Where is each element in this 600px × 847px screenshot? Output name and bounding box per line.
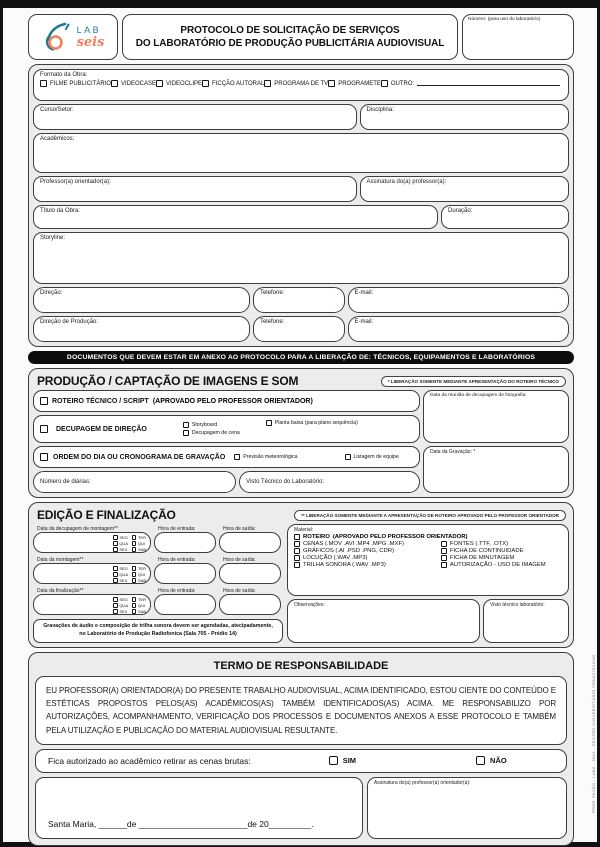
curso-disciplina-row xyxy=(33,104,569,130)
curso-setor-label: Curso/Setor: xyxy=(40,107,74,113)
material-roteiro-bold-label: (APROVADO PELO PROFESSOR ORIENTADOR) xyxy=(332,534,468,540)
decupagem-direcao-label: DECUPAGEM DE DIREÇÃO xyxy=(56,425,147,433)
sim-option xyxy=(329,756,356,765)
email-label: E-mail: xyxy=(354,290,374,296)
roteiro-tecnico-bold-label: (APROVADO PELO PROFESSOR ORIENTADOR) xyxy=(152,397,313,405)
day-label: SEX xyxy=(119,609,128,614)
option-label: VIDEOCLIPE xyxy=(166,80,203,87)
ordem-do-dia-checkbox[interactable] xyxy=(40,453,48,461)
direcao-producao-row xyxy=(33,316,569,342)
group-labels xyxy=(33,586,283,594)
decupagem-sub-column xyxy=(183,422,240,436)
academicos-label: Acadêmicos: xyxy=(40,136,75,142)
filme-publicitario-checkbox[interactable] xyxy=(40,80,47,87)
material-fontes-item xyxy=(441,541,562,547)
curso-setor-field[interactable] xyxy=(33,104,357,130)
termo-title: TERMO DE RESPONSABILIDADE xyxy=(213,660,389,672)
ter-checkbox[interactable] xyxy=(132,535,137,540)
day-checkbox-grid xyxy=(113,597,146,614)
professor-row xyxy=(33,176,569,202)
outro-write-line[interactable] xyxy=(417,81,560,86)
form-title-line1: PROTOCOLO DE SOLICITAÇÃO DE SERVIÇOS xyxy=(180,25,400,36)
cenas-label: CENAS (.MOV .AVI .MP4 .MPG .MXF) xyxy=(303,541,405,547)
ficha-continuidade-label: FICHA DE CONTINUIDADE xyxy=(449,548,524,554)
hora-saida-label: Hora de saída: xyxy=(223,557,256,563)
material-trilha-item xyxy=(294,562,437,568)
data-decupagem-montagem-label: Data da decupagem de montagem** xyxy=(37,526,118,532)
videoclipe-checkbox[interactable] xyxy=(156,80,163,87)
day-checkbox-grid xyxy=(113,535,146,552)
material-box xyxy=(287,524,569,596)
storyline-label: Storyline: xyxy=(40,235,66,241)
graficos-label: GRÁFICOS (.AI .PSD .PNG, CDR) xyxy=(303,548,394,554)
audio-note-line2: no Laboratório de Produção Radiofonica (Sala 705 - Prédio 14) xyxy=(79,630,237,637)
finalizacao-group xyxy=(33,586,283,615)
sex-checkbox[interactable] xyxy=(113,578,118,583)
edicao-right-column xyxy=(287,524,569,643)
qui-checkbox[interactable] xyxy=(132,572,137,577)
qua-checkbox[interactable] xyxy=(113,603,118,608)
planta-baixa-label: Planta baixa (para plano sequência) xyxy=(274,420,358,426)
termo-section xyxy=(28,652,574,846)
qua-checkbox[interactable] xyxy=(113,541,118,546)
previsao-checkbox[interactable] xyxy=(234,454,240,460)
day-label: QUA xyxy=(119,541,128,546)
autorizacao-label: AUTORIZAÇÃO - USO DE IMAGEM xyxy=(449,562,546,568)
titulo-row xyxy=(33,205,569,229)
labseis-logo xyxy=(28,14,118,60)
authorize-label: Fica autorizado ao acadêmico retirar as cenas brutas: xyxy=(48,755,251,766)
videocase-checkbox[interactable] xyxy=(111,80,118,87)
academicos-field[interactable] xyxy=(33,133,569,173)
audio-note-line1: Gravações de áudio e composição de trilha sonora devem ser agendadas, atecipadamente, xyxy=(43,623,273,629)
roteiro-tecnico-checkbox[interactable] xyxy=(40,397,48,405)
direcao-email-field[interactable] xyxy=(348,287,569,313)
logo-lab-text: LAB xyxy=(76,24,102,35)
titulo-obra-field[interactable] xyxy=(33,205,438,229)
visto-tecnico-field[interactable] xyxy=(239,471,420,493)
numero-diarias-label: Número de diárias: xyxy=(40,479,91,485)
planta-baixa-checkbox[interactable] xyxy=(266,420,272,426)
telefone-label: Telefone: xyxy=(259,290,285,296)
producao-email-field[interactable] xyxy=(348,316,569,342)
day-checkbox-grid xyxy=(113,566,146,583)
ficha-minutagem-label: FICHA DE MINUTAGEM xyxy=(449,555,515,561)
trilha-sonora-checkbox[interactable] xyxy=(294,562,300,568)
fontes-checkbox[interactable] xyxy=(441,541,447,547)
data-finalizacao-field[interactable] xyxy=(33,594,151,615)
locucao-label: LOCUÇÃO (.WAV .MP3) xyxy=(303,555,368,561)
qua-checkbox[interactable] xyxy=(113,572,118,577)
day-label: QUI xyxy=(137,572,146,577)
option-programa-de-tv xyxy=(264,80,328,87)
hora-saida-field[interactable] xyxy=(219,594,281,615)
hora-entrada-label: Hora de entrada: xyxy=(158,526,196,532)
material-ficha-minutagem-item xyxy=(441,555,562,561)
data-reuniao-field[interactable] xyxy=(423,390,569,443)
producao-telefone-field[interactable] xyxy=(253,316,345,342)
identification-section xyxy=(28,64,574,347)
roteiro-tecnico-item xyxy=(33,390,420,412)
material-roteiro-item xyxy=(294,534,562,540)
day-label: QUA xyxy=(119,603,128,608)
nao-checkbox[interactable] xyxy=(476,756,485,765)
data-reuniao-label: Data da reunião de decupagem de fotografia: xyxy=(430,393,527,398)
data-montagem-label: Data da montagem** xyxy=(37,557,84,563)
graficos-checkbox[interactable] xyxy=(294,548,300,554)
authorize-row xyxy=(35,749,567,773)
material-label: Material: xyxy=(294,527,314,533)
hora-saida-label: Hora de saída: xyxy=(223,588,256,594)
edicao-note: ** LIBERAÇÃO SOMENTE MEDIANTE A APRESENTAÇÃO DE ROTEIRO APROVADO PELO PROFESSOR ORIENTADOR xyxy=(294,510,566,521)
day-label: QUI xyxy=(137,541,146,546)
material-ficha-continuidade-item xyxy=(441,548,562,554)
day-label: TER xyxy=(137,597,146,602)
storyline-field[interactable] xyxy=(33,232,569,284)
ficha-continuidade-checkbox[interactable] xyxy=(441,548,447,554)
audio-booking-note xyxy=(33,619,283,643)
programete-checkbox[interactable] xyxy=(328,80,335,87)
hora-entrada-field[interactable] xyxy=(154,532,216,553)
data-gravacao-label: Data da Gravação: * xyxy=(430,449,476,455)
visto-laboratorio-label: Visto técnico laboratório: xyxy=(490,602,545,608)
previsao-option xyxy=(234,454,297,460)
listagem-label: Listagem de equipe xyxy=(353,454,399,460)
producao-header xyxy=(33,373,569,388)
day-label: SAB xyxy=(137,578,146,583)
day-label: SEG xyxy=(119,566,128,571)
seg-checkbox[interactable] xyxy=(113,535,118,540)
seg-checkbox[interactable] xyxy=(113,597,118,602)
direcao-label: Direção: xyxy=(40,290,63,296)
material-roteiro-label: ROTEIRO xyxy=(303,534,330,540)
seg-checkbox[interactable] xyxy=(113,566,118,571)
day-label: SAB xyxy=(137,547,146,552)
day-label: SEX xyxy=(119,578,128,583)
producao-section xyxy=(28,368,574,498)
data-gravacao-field[interactable] xyxy=(423,446,569,493)
ordem-do-dia-label: ORDEM DO DIA OU CRONOGRAMA DE GRAVAÇÃO xyxy=(53,453,226,461)
nao-label: NÃO xyxy=(490,756,507,766)
sab-checkbox[interactable] xyxy=(132,547,137,552)
day-label: SAB xyxy=(137,609,146,614)
observacoes-row xyxy=(287,599,569,643)
date-place-line: Santa Maria, ______de _______________________de 20_________. xyxy=(48,818,314,829)
observacoes-field[interactable] xyxy=(287,599,480,643)
sab-checkbox[interactable] xyxy=(132,578,137,583)
storyboard-checkbox[interactable] xyxy=(183,422,189,428)
formato-da-obra-field xyxy=(33,69,569,101)
labseis-logo-text xyxy=(77,26,105,49)
direcao-row xyxy=(33,287,569,313)
option-label: VIDEOCASE xyxy=(121,80,157,87)
qui-checkbox[interactable] xyxy=(132,541,137,546)
professor-orientador-field[interactable] xyxy=(33,176,357,202)
documents-banner: DOCUMENTOS QUE DEVEM ESTAR EM ANEXO AO PROTOCOLO PARA A LIBERAÇÃO DE: TÉCNICOS, EQUIPAMENTOS E LABORATÓRIOS xyxy=(28,351,574,364)
email-label: E-mail: xyxy=(354,319,374,325)
visto-tecnico-label: Visto Técnico do Laboratório: xyxy=(246,479,324,485)
fontes-label: FONTES (.TTF, .OTX) xyxy=(449,541,509,547)
day-label: SEG xyxy=(119,597,128,602)
material-roteiro-checkbox[interactable] xyxy=(294,534,300,540)
locucao-checkbox[interactable] xyxy=(294,555,300,561)
form-content xyxy=(3,8,597,846)
day-label: SEG xyxy=(119,535,128,540)
nao-option xyxy=(476,756,507,765)
option-label: FICÇÃO AUTORAL xyxy=(212,80,265,87)
formato-label: Formato da Obra: xyxy=(40,72,88,78)
group-boxes xyxy=(33,532,283,553)
cenas-checkbox[interactable] xyxy=(294,541,300,547)
numero-field[interactable] xyxy=(462,14,574,60)
decupagem-cena-option xyxy=(183,430,240,436)
decupagem-cena-checkbox[interactable] xyxy=(183,430,189,436)
visto-laboratorio-field[interactable] xyxy=(483,599,569,643)
sex-checkbox[interactable] xyxy=(113,547,118,552)
day-label: QUI xyxy=(137,603,146,608)
day-label: SEX xyxy=(119,547,128,552)
edicao-left-column xyxy=(33,524,283,643)
termo-bottom-row xyxy=(35,777,567,839)
decupagem-cena-label: Decupagem de cena xyxy=(191,430,240,436)
producao-grid xyxy=(33,390,569,493)
formato-options xyxy=(40,80,560,87)
option-programete xyxy=(328,80,381,87)
decupagem-montagem-group xyxy=(33,524,283,553)
material-graficos-item xyxy=(294,548,437,554)
date-place-field[interactable] xyxy=(35,777,363,839)
data-finalizacao-label: Data da finalização** xyxy=(37,588,84,594)
form-title-line2: DO LABORATÓRIO DE PRODUÇÃO PUBLICITÁRIA AUDIOVISUAL xyxy=(135,38,445,49)
storyboard-label: Storyboard xyxy=(191,422,218,428)
hora-saida-field[interactable] xyxy=(219,563,281,584)
assinatura-orientador-field[interactable] xyxy=(367,777,567,839)
group-boxes xyxy=(33,563,283,584)
option-videocase xyxy=(111,80,156,87)
edicao-section xyxy=(28,502,574,648)
day-label: TER xyxy=(137,535,146,540)
listagem-checkbox[interactable] xyxy=(345,454,351,460)
side-print-credit: PROF. PAVÃO - LAB6 - 2016 - CENTRO UNIVERSITÁRIO FRANCISCANO xyxy=(591,654,596,813)
outro-checkbox[interactable] xyxy=(381,80,388,87)
ficha-minutagem-checkbox[interactable] xyxy=(441,555,447,561)
day-label: QUA xyxy=(119,572,128,577)
sab-checkbox[interactable] xyxy=(132,609,137,614)
professor-label: Professor(a) orientador(a): xyxy=(40,179,111,185)
material-autorizacao-item xyxy=(441,562,562,568)
group-labels xyxy=(33,524,283,532)
producao-note: * LIBERAÇÃO SOMENTE MEDIANTE APRESENTAÇÃO DO ROTEIRO TÉCNICO xyxy=(381,376,566,387)
option-label: FILME PUBLICITÁRIO xyxy=(50,80,112,87)
group-labels xyxy=(33,555,283,563)
material-cenas-item xyxy=(294,541,437,547)
numero-diarias-field[interactable] xyxy=(33,471,236,493)
hora-entrada-field[interactable] xyxy=(154,594,216,615)
storyboard-option xyxy=(183,422,240,428)
option-filme-publicitario xyxy=(40,80,111,87)
option-label: PROGRAMA DE TV xyxy=(274,80,329,87)
qui-checkbox[interactable] xyxy=(132,603,137,608)
direcao-producao-field[interactable] xyxy=(33,316,250,342)
ordem-do-dia-item xyxy=(33,446,420,468)
labseis-logo-icon xyxy=(42,22,74,52)
duracao-field[interactable] xyxy=(441,205,569,229)
option-label: OUTRO: xyxy=(390,80,415,87)
observacoes-label: Observações: xyxy=(294,602,325,608)
sim-label: SIM xyxy=(342,756,357,766)
titulo-label: Título da Obra: xyxy=(40,208,81,214)
programa-de-tv-checkbox[interactable] xyxy=(264,80,271,87)
assinatura-label: Assinatura do(a) professor(a): xyxy=(366,179,447,185)
assinatura-professor-field[interactable] xyxy=(360,176,569,202)
hora-entrada-label: Hora de entrada: xyxy=(158,588,196,594)
decupagem-direcao-checkbox[interactable] xyxy=(40,425,48,433)
data-montagem-field[interactable] xyxy=(33,563,151,584)
edicao-title: EDIÇÃO E FINALIZAÇÃO xyxy=(37,508,176,522)
logo-seis-text: seis xyxy=(76,34,105,50)
montagem-group xyxy=(33,555,283,584)
termo-text: EU PROFESSOR(A) ORIENTADOR(A) DO PRESENTE TRABALHO AUDIOVISUAL, ACIMA IDENTIFICADO, ESTOU CIENTE DO CONTEÚDO E ESTÉTICAS PROPOSTOS PELOS(AS) ACADÊMICOS(AS) TAMBÉM IDENTIFICADOS(AS) ACIMA. ME RESPONSABILIZO POR AUTORIZAÇÕES, ACOMPANHAMENTO, VERIFICAÇÃO DOS PROCESSOS E DOCUMENTOS ANEXOS A ESSE PROTOCOLO E TAMBÉM PELA UTILIZAÇÃO E PUBLICAÇÃO DO MATERIAL AUDIOVISUAL RESULTANTE. xyxy=(35,676,567,745)
hora-saida-label: Hora de saída: xyxy=(223,526,256,532)
sim-checkbox[interactable] xyxy=(329,756,338,765)
listagem-option xyxy=(345,454,399,460)
sex-checkbox[interactable] xyxy=(113,609,118,614)
ter-checkbox[interactable] xyxy=(132,566,137,571)
direcao-field[interactable] xyxy=(33,287,250,313)
trilha-sonora-label: TRILHA SONORA (.WAV .MP3) xyxy=(303,562,386,568)
assinatura-orientador-label: Assinatura do(a) professor(a) orientador(a): xyxy=(374,779,471,786)
telefone-label: Telefone: xyxy=(259,319,285,325)
direcao-producao-label: Direção de Produção: xyxy=(40,319,99,325)
group-boxes xyxy=(33,594,283,615)
ter-checkbox[interactable] xyxy=(132,597,137,602)
option-ficcao-autoral xyxy=(202,80,264,87)
disciplina-field[interactable] xyxy=(360,104,569,130)
material-grid xyxy=(294,541,562,568)
form-title xyxy=(122,14,458,60)
direcao-telefone-field[interactable] xyxy=(253,287,345,313)
diarias-visto-row xyxy=(33,471,420,493)
duracao-label: Duração: xyxy=(448,208,473,214)
hora-saida-field[interactable] xyxy=(219,532,281,553)
edicao-header xyxy=(33,507,569,522)
material-locucao-item xyxy=(294,555,437,561)
ficcao-autoral-checkbox[interactable] xyxy=(202,80,209,87)
decupagem-direcao-item xyxy=(33,415,420,443)
hora-entrada-field[interactable] xyxy=(154,563,216,584)
edicao-grid xyxy=(33,524,569,643)
option-label: PROGRAMETE xyxy=(338,80,381,87)
numero-label: Número: (para uso do laboratório) xyxy=(468,17,541,22)
header xyxy=(28,14,574,60)
data-decupagem-montagem-field[interactable] xyxy=(33,532,151,553)
form-sheet xyxy=(3,8,597,842)
previsao-label: Previsão meteorológica xyxy=(243,454,298,460)
autorizacao-checkbox[interactable] xyxy=(441,562,447,568)
hora-entrada-label: Hora de entrada: xyxy=(158,557,196,563)
option-outro xyxy=(381,80,560,87)
planta-baixa-option xyxy=(266,420,358,426)
day-label: TER xyxy=(137,566,146,571)
disciplina-label: Disciplina: xyxy=(366,107,394,113)
roteiro-tecnico-label: ROTEIRO TÉCNICO / SCRIPT xyxy=(52,397,149,405)
option-videoclipe xyxy=(156,80,202,87)
producao-title: PRODUÇÃO / CAPTAÇÃO DE IMAGENS E SOM xyxy=(37,374,299,388)
